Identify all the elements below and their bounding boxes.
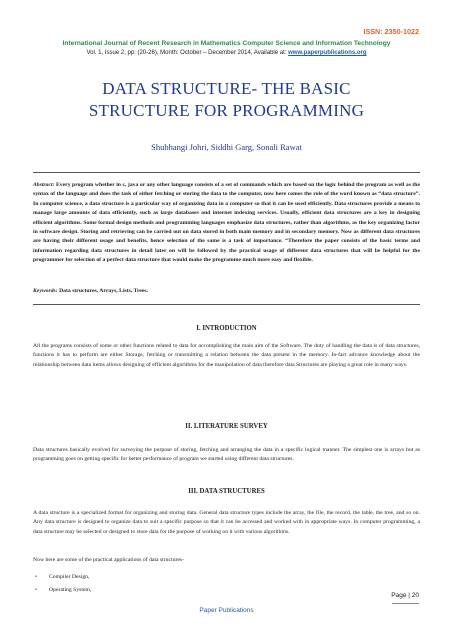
footer-publisher: Paper Publications <box>199 607 254 614</box>
volume-line <box>0 50 453 56</box>
applications-list <box>33 571 91 597</box>
volume-text: Vol. 1, Issue 2, pp: (20-26), Month: October – December 2014, Available at: <box>86 50 289 56</box>
title-line-2: STRUCTURE FOR PROGRAMMING <box>88 101 365 120</box>
list-item: • Compiler Design, <box>33 571 91 584</box>
keywords-label: Keywords: <box>33 288 58 294</box>
title-line-1: DATA STRUCTURE- THE BASIC <box>102 79 351 98</box>
abstract-text: Every program whether in c, java or any other language consists of a set of commands which are based on the logic behind the program as well as the syntax of the language and does the task of either fetching or storing the data to the computer, now here comes the role of the word known as “data structure”. In computer science, a data structure is a particular way of organizing data in a computer so that it can be used efficiently. Data structures provide a means to manage large amounts of data efficiently, such as large databases and internet indexing services. Usually, efficient data structures are a key in designing efficient algorithms. Some formal design methods and programming languages emphasize data structures, rather than algorithms, as the key organizing factor in software design. Storing and retrieving can be carried out on data stored in both main memory and in secondary memory. Now as different data structures are having their different usage and benefits, hence selection of the same is a task of importance. “Therefore the paper consists of the basic terms and information regarding data structures in detail later on will be followed by the practical usage of different data structures that will be helpful for the programmer for selection of a perfect data structure that would make the programme much more easy and flexible. <box>33 182 420 264</box>
heading-data-structures: III. DATA STRUCTURES <box>188 488 265 495</box>
authors: Shubhangi Johri, Siddhi Garg, Sonali Rawat <box>151 142 302 152</box>
keywords-text: Data structures, Arrays, Lists, Trees. <box>57 288 149 294</box>
divider-bottom <box>33 304 420 305</box>
literature-paragraph: Data structures basically evolved for surveying the purpose of storing, fetching and arranging the data in a specific logical manner. The simplest one is arrays but as programming goes on getting specific for better performance of program we started using different data structures. <box>33 447 420 463</box>
website-link[interactable]: www.paperpublications.org <box>288 50 367 56</box>
divider-top <box>33 172 420 173</box>
intro-paragraph: All the programs consists of some or other functions related to data for accomplishing the main aim of the Software. The duty of handling the data is of data structures, functions it has to perform are either Storage, fetching or transmitting a relation between the data present in the memory. In-fact advance knowledge about the relationship between data items allows designing of efficient algorithms for the manipulation of data therefore data Structures are playing a great role in many ways. <box>33 343 420 368</box>
heading-introduction: I. INTRODUCTION <box>196 325 257 332</box>
footer-divider <box>392 603 419 604</box>
page-number: Page | 20 <box>391 592 419 599</box>
data-structures-paragraph: A data structure is a specialized format for organizing and storing data. General data structure types include the array, the file, the record, the table, the tree, and so on. Any data structure is designed to organize data to suit a specific purpose so that it can be accessed and worked with in appropriate ways. In computer programming, a data structure may be selected or designed to store data for the purpose of working on it with various algorithms. <box>33 510 420 535</box>
abstract <box>33 181 420 266</box>
issn: ISSN: 2350-1022 <box>363 27 419 36</box>
journal-name: International Journal of Recent Research in Mathematics Computer Science and Information Technology <box>62 40 391 47</box>
keywords <box>33 288 420 294</box>
list-item: • Operating System, <box>33 584 91 597</box>
applications-intro: Now here are some of the practical applications of data structures- <box>33 557 184 563</box>
heading-literature-survey: II. LITERATURE SURVEY <box>185 423 268 430</box>
abstract-label: Abstract: <box>33 182 55 188</box>
paper-title <box>0 78 453 122</box>
